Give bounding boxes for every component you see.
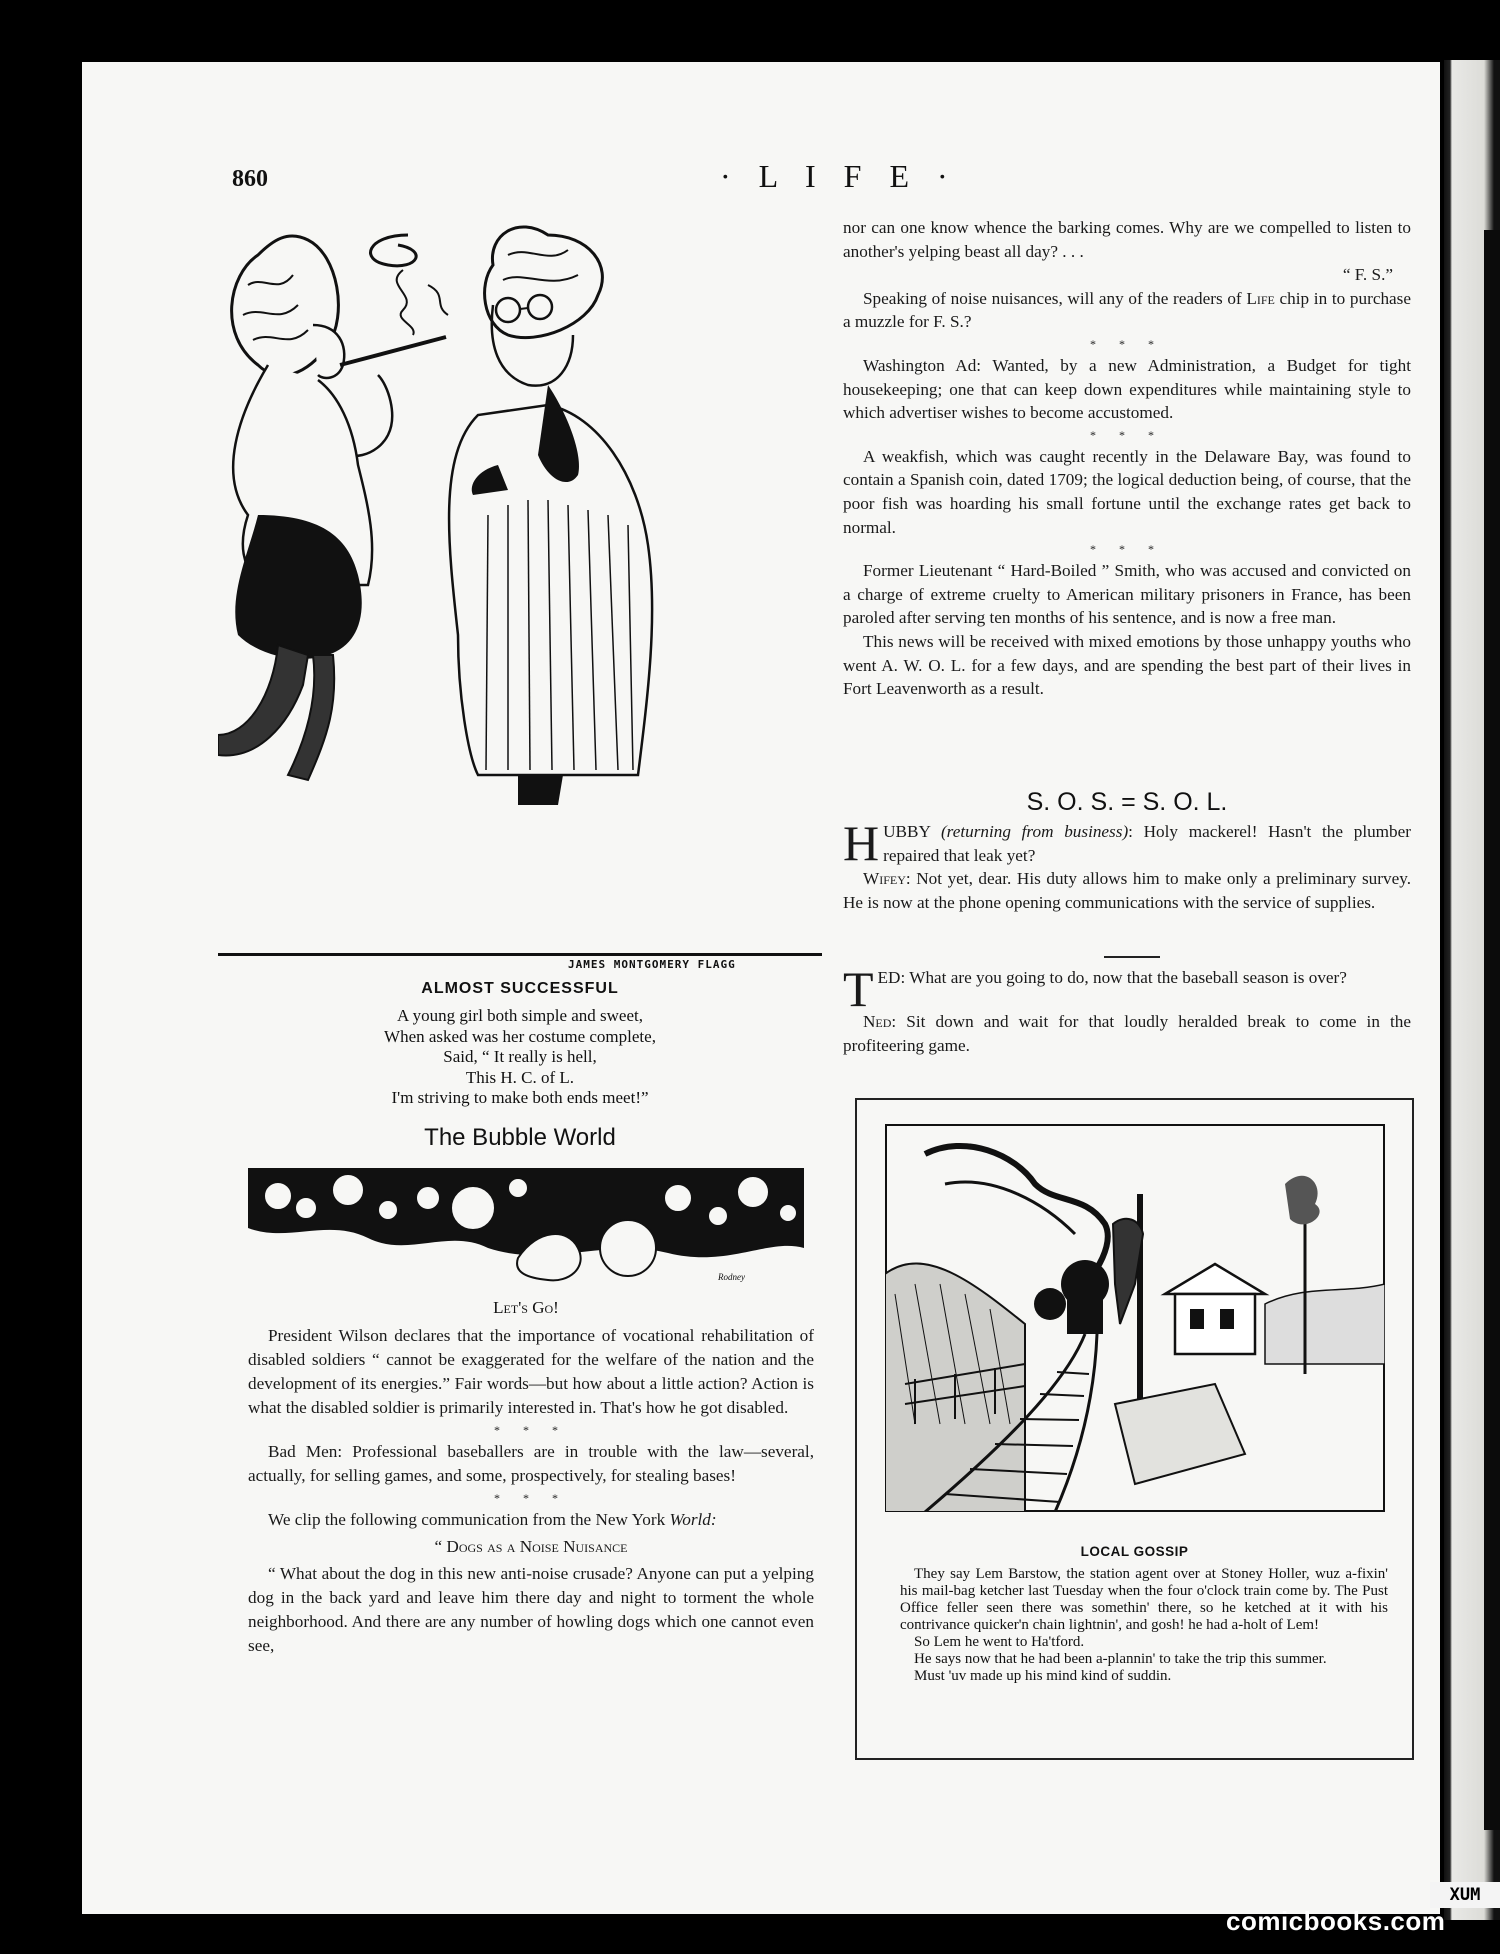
speaker-name: UBBY bbox=[883, 822, 931, 841]
dialogue-text: ED: What are you going to do, now that the baseball season is over? bbox=[877, 968, 1347, 987]
section-divider-stars: * * * bbox=[1090, 542, 1164, 557]
masthead: · L I F E · bbox=[720, 158, 958, 194]
paragraph: A weakfish, which was caught recently in the Delaware Bay, was found to contain a Spanish coin, dated 1709; the logical deduction being, of course, that the poor fish was hoarding his small fortune until the exchange rates get back to normal. bbox=[843, 446, 1411, 537]
cartoon-baseline bbox=[218, 953, 822, 956]
signature-fs: “ F. S.” bbox=[1342, 265, 1393, 285]
dialogue-ted-ned bbox=[843, 961, 1411, 1057]
svg-text:Rodney: Rodney bbox=[718, 1272, 745, 1282]
dialogue-line bbox=[843, 867, 1411, 914]
left-column-text bbox=[248, 1324, 814, 1658]
poem-title: ALMOST SUCCESSFUL bbox=[421, 980, 619, 997]
paragraph: nor can one know whence the barking comes. Why are we compelled to listen to another's yelping beast all day? . . . bbox=[843, 218, 1411, 261]
dialogue-text: : Not yet, dear. His duty allows him to make only a preliminary survey. He is now at the phone opening communications with the service of supplies. bbox=[843, 869, 1411, 912]
dialogue-text: : Holy mackerel! Hasn't the plumber repaired that leak yet? bbox=[883, 822, 1411, 865]
paragraph: He says now that he had been a-plannin' to take the trip this summer. bbox=[914, 1651, 1327, 1667]
paragraph-text: Speaking of noise nuisances, will any of the readers of bbox=[863, 288, 1242, 308]
right-column-text bbox=[843, 216, 1411, 701]
poem-line: When asked was her costume complete, bbox=[384, 1026, 656, 1046]
cartoon-illustration bbox=[218, 215, 820, 975]
railroad-station-illustration bbox=[885, 1124, 1385, 1512]
drop-cap: H bbox=[843, 815, 880, 871]
gossip-text bbox=[900, 1566, 1388, 1685]
paragraph: This news will be received with mixed emotions by those unhappy youths who went A. W. O. L. for a few days, and are spending the best part of their lives in Fort Leavenworth as a result. bbox=[843, 631, 1411, 699]
dialogue-line bbox=[843, 961, 1411, 1017]
section-divider-stars: * * * bbox=[494, 1423, 568, 1437]
paragraph: Washington Ad: Wanted, by a new Administration, a Budget for tight housekeeping; one that can keep down expenditures while maintaining style to which advertiser wishes to become accustomed. bbox=[843, 355, 1411, 423]
magazine-name: Life bbox=[1246, 288, 1275, 308]
quoted-heading: “ Dogs as a Noise Nuisance bbox=[434, 1537, 628, 1556]
paragraph bbox=[843, 287, 1411, 334]
page-number: 860 bbox=[232, 166, 268, 192]
dialogue-line bbox=[843, 1010, 1411, 1057]
paragraph bbox=[248, 1508, 814, 1532]
poem-line: This H. C. of L. bbox=[465, 1067, 575, 1087]
poem-line: Said, “ It really is hell, bbox=[443, 1047, 597, 1066]
dialogue-line bbox=[843, 815, 1411, 871]
artist-signature: JAMES MONTGOMERY FLAGG bbox=[568, 958, 736, 971]
paragraph: Must 'uv made up his mind kind of suddin. bbox=[914, 1668, 1172, 1684]
stage-direction: (returning from business) bbox=[940, 822, 1129, 841]
dialogue-text: : Sit down and wait for that loudly heralded break to come in the profiteering game. bbox=[843, 1012, 1411, 1055]
paragraph-text: We clip the following communication from the New York bbox=[268, 1510, 666, 1529]
speaker-name: Wifey bbox=[863, 869, 906, 889]
section-divider-stars: * * * bbox=[1090, 336, 1164, 351]
divider-rule bbox=[1104, 956, 1160, 958]
paragraph: “ What about the dog in this new anti-noise crusade? Anyone can put a yelping dog in the back yard and leave him there day and night to torment the whole neighborhood. And there are any number of howling dogs which one cannot even see, bbox=[248, 1564, 814, 1655]
paragraph: Former Lieutenant “ Hard-Boiled ” Smith, who was accused and convicted on a charge of extreme cruelty to American military prisoners in France, has been paroled after serving ten months of his sentence, and is now a free man. bbox=[843, 561, 1411, 628]
drop-cap: T bbox=[843, 961, 874, 1017]
paragraph: Bad Men: Professional baseballers are in trouble with the law—several, actually, for selling games, and some, prospectively, for stealing bases! bbox=[248, 1442, 814, 1485]
article-heading-lets-go: Let's Go! bbox=[493, 1298, 559, 1317]
adjacent-page-edge bbox=[1444, 60, 1500, 1920]
poem-line: A young girl both simple and sweet, bbox=[396, 1006, 643, 1025]
section-divider-stars: * * * bbox=[1090, 427, 1164, 442]
paragraph: So Lem he went to Ha'tford. bbox=[914, 1634, 1085, 1650]
newspaper-name: World: bbox=[669, 1510, 717, 1529]
gossip-title: LOCAL GOSSIP bbox=[1080, 1544, 1189, 1559]
paragraph: They say Lem Barstow, the station agent over at Stoney Holler, wuz a-fixin' his mail-bag ketcher last Tuesday when the four o'clock train come by. The Pust Office feller seen there was somethin' there, so he ketched at it with his contrivance quicker'n chain lightnin', and gosh! he had a-holt of Lem! bbox=[900, 1566, 1388, 1633]
dialogue-hubby-wifey bbox=[843, 815, 1411, 914]
poem bbox=[218, 1006, 822, 1109]
section-divider-stars: * * * bbox=[494, 1491, 568, 1505]
poem-line: I'm striving to make both ends meet!” bbox=[391, 1088, 649, 1107]
site-watermark: comicbooks.com bbox=[1226, 1906, 1446, 1936]
paragraph: President Wilson declares that the importance of vocational rehabilitation of disabled soldiers “ cannot be exaggerated for the welfare of the nation and the development of its energies.” Fair words—but how about a little action? Action is what the disabled soldier is primarily interested in. That's how he got disabled. bbox=[248, 1326, 814, 1417]
bubble-banner-illustration bbox=[248, 1168, 804, 1290]
article-title-sos: S. O. S. = S. O. L. bbox=[1026, 788, 1228, 816]
xum-tag: XUM bbox=[1430, 1882, 1500, 1908]
speaker-name: Ned bbox=[863, 1012, 892, 1031]
section-title-bubble-world: The Bubble World bbox=[424, 1124, 616, 1151]
paragraph-text: chip in to purchase a muzzle for F. S.? bbox=[843, 288, 1411, 332]
